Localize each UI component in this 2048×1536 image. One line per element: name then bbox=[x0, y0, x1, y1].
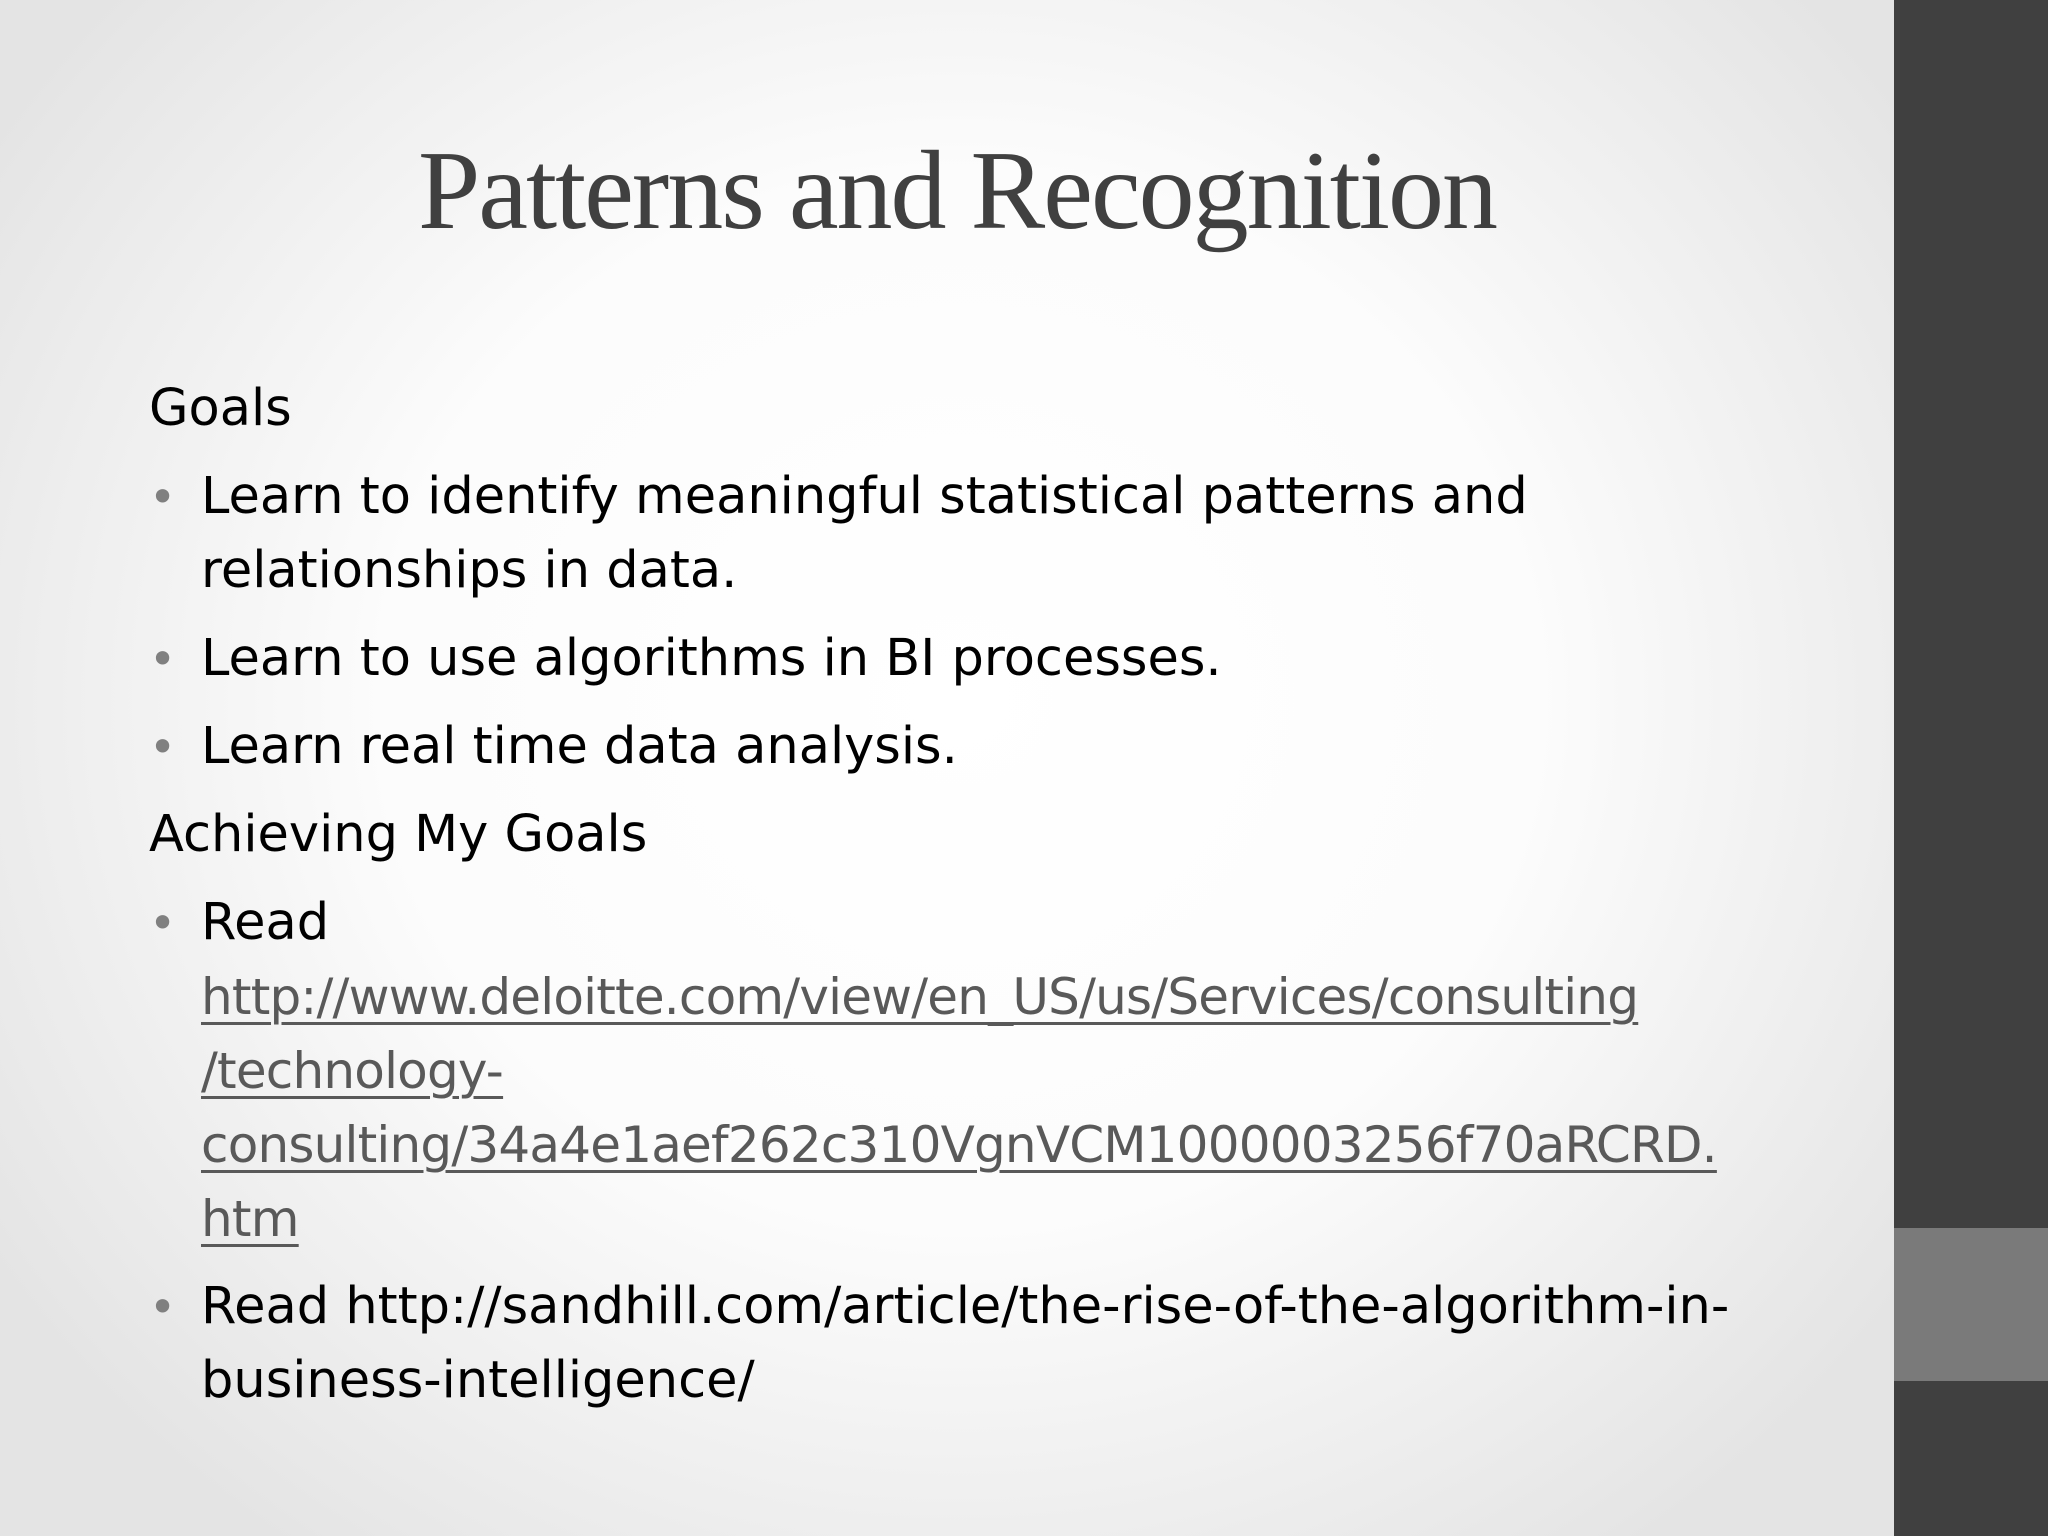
bullet-icon: • bbox=[149, 632, 177, 686]
goal-item bbox=[149, 460, 1789, 608]
goal-item-line: Learn real time data analysis. bbox=[201, 717, 958, 776]
deloitte-link-line[interactable]: htm bbox=[201, 1190, 299, 1248]
slide-body bbox=[149, 372, 1789, 1432]
bullet-icon: • bbox=[149, 896, 177, 950]
read-item-line: business-intelligence/ bbox=[201, 1351, 755, 1410]
bullet-icon: • bbox=[149, 470, 177, 524]
goal-item bbox=[149, 622, 1789, 696]
deloitte-link-line[interactable]: consulting/34a4e1aef262c310VgnVCM1000003256f70aRCRD. bbox=[201, 1116, 1717, 1174]
slide-title: Patterns and Recognition bbox=[417, 129, 1496, 253]
side-bar-accent bbox=[1894, 1228, 2048, 1381]
goal-item-line: relationships in data. bbox=[201, 541, 738, 600]
read-item bbox=[149, 1270, 1789, 1418]
goal-item bbox=[149, 710, 1789, 784]
goals-heading: Goals bbox=[149, 379, 292, 438]
read-label: Read bbox=[201, 893, 330, 952]
goal-item-line: Learn to identify meaningful statistical patterns and bbox=[201, 467, 1528, 526]
deloitte-link-line[interactable]: /technology- bbox=[201, 1042, 504, 1100]
bullet-icon: • bbox=[149, 720, 177, 774]
read-item-line: Read http://sandhill.com/article/the-rise-of-the-algorithm-in- bbox=[201, 1277, 1730, 1336]
achieving-goals-heading: Achieving My Goals bbox=[149, 805, 648, 864]
read-item bbox=[149, 886, 1789, 1256]
deloitte-link-line[interactable]: http://www.deloitte.com/view/en_US/us/Services/consulting bbox=[201, 968, 1639, 1026]
bullet-icon: • bbox=[149, 1280, 177, 1334]
deloitte-link[interactable] bbox=[201, 960, 1789, 1256]
goal-item-line: Learn to use algorithms in BI processes. bbox=[201, 629, 1222, 688]
